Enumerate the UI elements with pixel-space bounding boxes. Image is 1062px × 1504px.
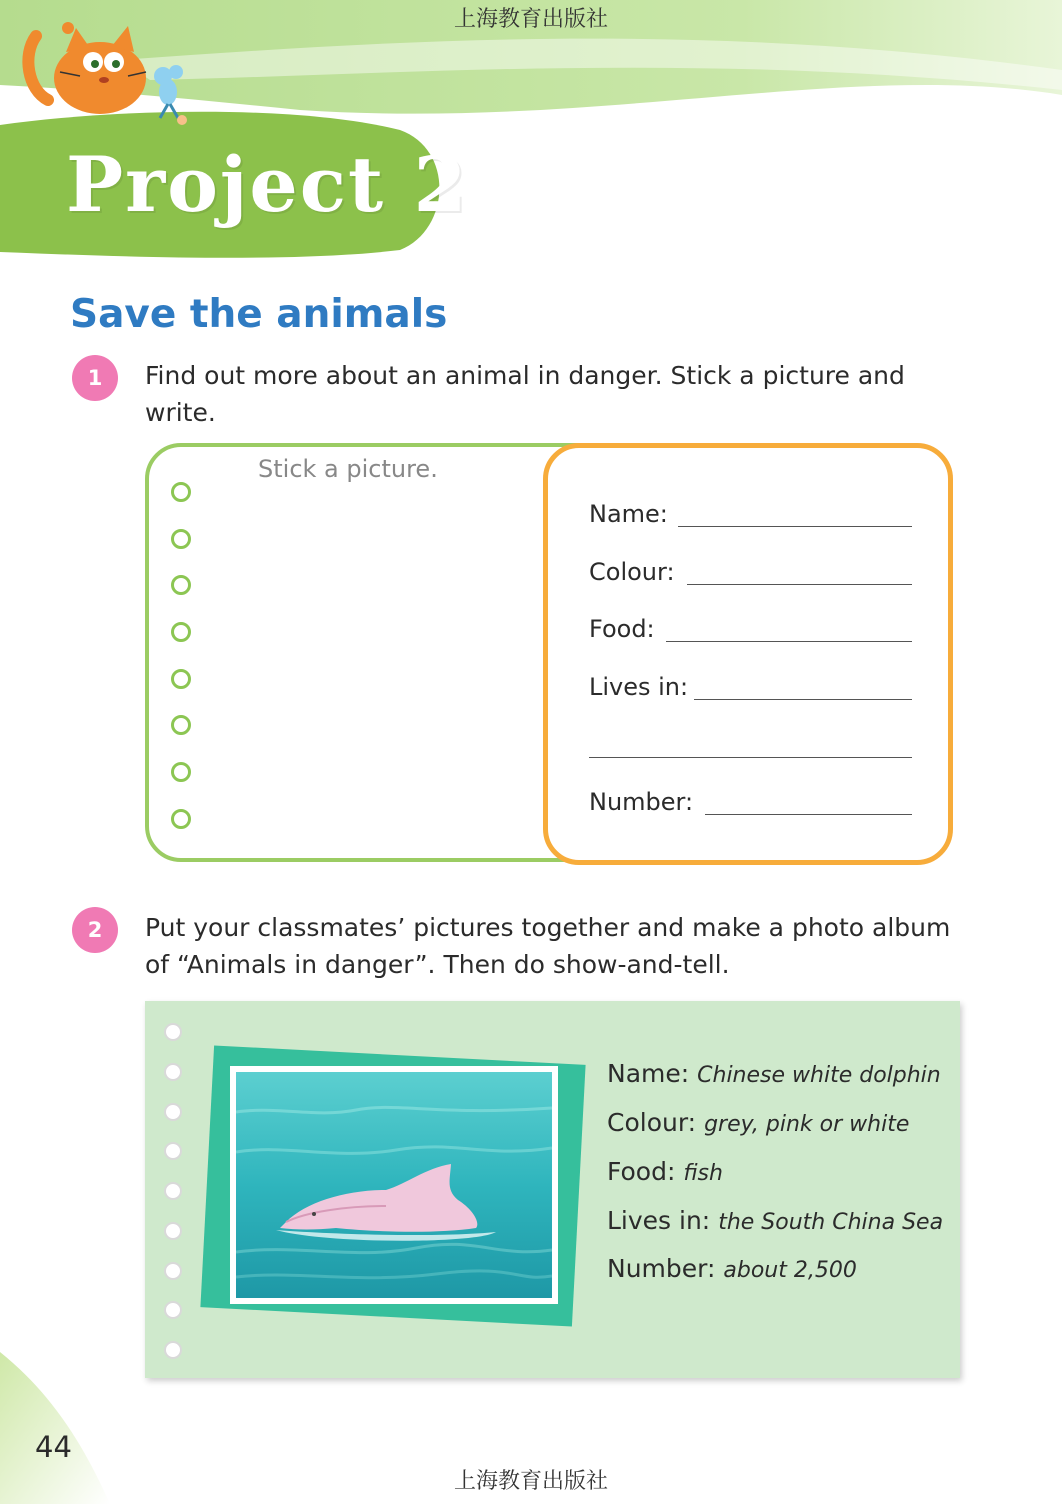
binder-ring-icon bbox=[171, 809, 191, 829]
colour-write-line[interactable] bbox=[687, 584, 912, 585]
album-colour-line bbox=[607, 1108, 909, 1137]
binder-ring-icon bbox=[171, 575, 191, 595]
album-hole-icon bbox=[164, 1262, 182, 1280]
number-label: Number: bbox=[589, 788, 694, 816]
album-lives-line bbox=[607, 1206, 943, 1235]
album-food-label: Food: bbox=[607, 1157, 676, 1186]
album-number-value: about 2,500 bbox=[723, 1258, 857, 1283]
project-title: Project 2 bbox=[66, 140, 469, 229]
task1-instruction: Find out more about an animal in danger. Stick a picture and write. bbox=[145, 361, 905, 427]
album-food-value: fish bbox=[683, 1161, 723, 1186]
album-hole-icon bbox=[164, 1103, 182, 1121]
binder-ring-icon bbox=[171, 715, 191, 735]
album-food-line bbox=[607, 1157, 723, 1186]
step-number-2: 2 bbox=[72, 907, 118, 953]
binder-ring-icon bbox=[171, 482, 191, 502]
publisher-header: 上海教育出版社 bbox=[453, 7, 608, 32]
name-write-line[interactable] bbox=[678, 526, 912, 527]
album-hole-icon bbox=[164, 1023, 182, 1041]
album-colour-value: grey, pink or white bbox=[704, 1112, 910, 1137]
album-hole-icon bbox=[164, 1341, 182, 1359]
album-hole-icon bbox=[164, 1182, 182, 1200]
album-name-label: Name: bbox=[607, 1059, 690, 1088]
task2-instruction: Put your classmates’ pictures together and make a photo album of “Animals in danger”. Then do show-and-tell. bbox=[145, 913, 951, 979]
number-write-line[interactable] bbox=[705, 814, 912, 815]
album-name-value: Chinese white dolphin bbox=[697, 1063, 941, 1088]
album-number-line bbox=[607, 1254, 857, 1283]
step-number-1: 1 bbox=[72, 355, 118, 401]
page-number: 44 bbox=[35, 1430, 72, 1464]
binder-ring-icon bbox=[171, 622, 191, 642]
publisher-footer: 上海教育出版社 bbox=[453, 1469, 608, 1494]
album-hole-icon bbox=[164, 1301, 182, 1319]
dolphin-image bbox=[236, 1072, 552, 1298]
album-hole-icon bbox=[164, 1063, 182, 1081]
album-lives-label: Lives in: bbox=[607, 1206, 711, 1235]
food-label: Food: bbox=[589, 615, 655, 643]
binder-ring-icon bbox=[171, 669, 191, 689]
food-write-line[interactable] bbox=[666, 641, 912, 642]
album-name-line bbox=[607, 1059, 941, 1088]
name-label: Name: bbox=[589, 500, 668, 528]
binder-ring-icon bbox=[171, 762, 191, 782]
lives-in-write-line[interactable] bbox=[694, 699, 912, 700]
album-hole-icon bbox=[164, 1222, 182, 1240]
album-hole-icon bbox=[164, 1142, 182, 1160]
section-title: Save the animals bbox=[70, 292, 448, 337]
album-number-label: Number: bbox=[607, 1254, 716, 1283]
album-lives-value: the South China Sea bbox=[718, 1210, 944, 1235]
binder-ring-icon bbox=[171, 529, 191, 549]
dolphin-photo bbox=[230, 1066, 558, 1304]
album-colour-label: Colour: bbox=[607, 1108, 697, 1137]
stick-picture-label: Stick a picture. bbox=[258, 455, 438, 483]
colour-label: Colour: bbox=[589, 558, 675, 586]
lives-in-write-line-2[interactable] bbox=[589, 757, 912, 758]
lives-in-label: Lives in: bbox=[589, 673, 689, 701]
